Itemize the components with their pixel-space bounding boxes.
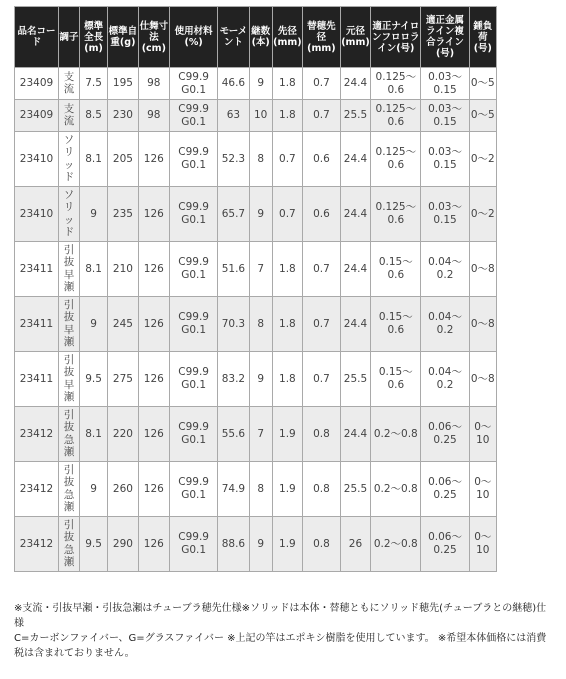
rod-action-label: 引抜急瀬 — [63, 463, 75, 514]
table-cell: 9 — [79, 297, 107, 352]
footnotes — [14, 601, 554, 661]
table-cell — [59, 68, 80, 100]
table-cell: 0〜8 — [469, 242, 496, 297]
table-cell: C99.9 G0.1 — [170, 242, 218, 297]
table-cell: 0.04〜0.2 — [421, 242, 469, 297]
table-cell: 24.4 — [340, 187, 370, 242]
rod-action-label: 引抜早瀬 — [63, 243, 75, 294]
table-cell: 9 — [249, 187, 272, 242]
header-row — [15, 7, 497, 68]
table-cell — [59, 242, 80, 297]
table-cell: 0〜10 — [469, 517, 496, 572]
table-cell: 52.3 — [218, 132, 249, 187]
table-cell: 1.8 — [272, 242, 302, 297]
table-cell: 8 — [249, 462, 272, 517]
table-cell: C99.9 G0.1 — [170, 68, 218, 100]
table-cell: 126 — [138, 132, 169, 187]
table-cell: 0.03〜0.15 — [421, 132, 469, 187]
table-cell: 0.8 — [303, 517, 341, 572]
table-row — [15, 297, 497, 352]
table-cell: 126 — [138, 407, 169, 462]
column-header: 継数(本) — [249, 7, 272, 68]
table-row — [15, 132, 497, 187]
table-cell: 46.6 — [218, 68, 249, 100]
table-cell: 0.7 — [303, 100, 341, 132]
footnote-2: C=カーボンファイバー、G=グラスファイバー ※上記の竿はエポキシ樹脂を使用しています。 ※希望本体価格には消費税は含まれておりません。 — [14, 633, 547, 659]
table-cell: 9.5 — [79, 517, 107, 572]
table-cell: 24.4 — [340, 132, 370, 187]
table-cell: 8 — [249, 132, 272, 187]
table-cell: 0.125〜0.6 — [371, 132, 421, 187]
table-cell: 0〜5 — [469, 68, 496, 100]
table-cell: 0〜5 — [469, 100, 496, 132]
table-cell: 0.8 — [303, 462, 341, 517]
table-cell: 9 — [249, 517, 272, 572]
table-cell: C99.9 G0.1 — [170, 132, 218, 187]
table-cell: 1.8 — [272, 352, 302, 407]
table-cell: 7 — [249, 407, 272, 462]
table-cell: 24.4 — [340, 68, 370, 100]
column-header: 使用材料(%) — [170, 7, 218, 68]
table-cell: 210 — [108, 242, 138, 297]
table-cell: 7.5 — [79, 68, 107, 100]
column-header: モーメント — [218, 7, 249, 68]
table-cell: 23411 — [15, 242, 59, 297]
column-header: 錘負荷(号) — [469, 7, 496, 68]
table-cell: 10 — [249, 100, 272, 132]
table-cell: 0.6 — [303, 132, 341, 187]
column-header: 標準自重(g) — [108, 7, 138, 68]
table-cell: 0.03〜0.15 — [421, 68, 469, 100]
table-cell — [59, 462, 80, 517]
table-cell: 0.06〜0.25 — [421, 407, 469, 462]
column-header: 適正ナイロンフロロライン(号) — [371, 7, 421, 68]
table-cell: 23410 — [15, 187, 59, 242]
rod-action-label: 引抜急瀬 — [63, 408, 75, 459]
column-header: 先径(mm) — [272, 7, 302, 68]
table-cell: 25.5 — [340, 100, 370, 132]
table-cell: 0.2〜0.8 — [371, 462, 421, 517]
table-row — [15, 407, 497, 462]
table-cell: 0.7 — [303, 242, 341, 297]
table-cell: 0.15〜0.6 — [371, 242, 421, 297]
rod-action-label: 引抜早瀬 — [63, 298, 75, 349]
table-cell: 0.8 — [303, 407, 341, 462]
table-cell: 23412 — [15, 517, 59, 572]
table-cell: 23411 — [15, 352, 59, 407]
table-cell: 0.15〜0.6 — [371, 352, 421, 407]
column-header: 適正金属ライン複合ライン(号) — [421, 7, 469, 68]
table-cell: 260 — [108, 462, 138, 517]
table-cell: 1.8 — [272, 297, 302, 352]
table-cell: 0.2〜0.8 — [371, 517, 421, 572]
table-cell: C99.9 G0.1 — [170, 352, 218, 407]
table-cell: 24.4 — [340, 242, 370, 297]
table-cell: 275 — [108, 352, 138, 407]
table-cell: 0.125〜0.6 — [371, 187, 421, 242]
table-row — [15, 352, 497, 407]
table-row — [15, 242, 497, 297]
rod-action-label: 支流 — [63, 70, 75, 96]
column-header: 元径(mm) — [340, 7, 370, 68]
column-header: 替穂先径(mm) — [303, 7, 341, 68]
table-cell: 9 — [249, 352, 272, 407]
table-cell: 0.7 — [272, 187, 302, 242]
table-cell: 230 — [108, 100, 138, 132]
table-cell — [59, 517, 80, 572]
table-cell: 98 — [138, 100, 169, 132]
table-cell: 0〜10 — [469, 462, 496, 517]
table-cell: 220 — [108, 407, 138, 462]
table-cell: 25.5 — [340, 352, 370, 407]
table-cell: 8.1 — [79, 242, 107, 297]
table-cell: 0.125〜0.6 — [371, 68, 421, 100]
table-cell: 0.125〜0.6 — [371, 100, 421, 132]
table-cell: 126 — [138, 352, 169, 407]
table-cell: 1.9 — [272, 517, 302, 572]
table-cell: 0.06〜0.25 — [421, 462, 469, 517]
table-cell — [59, 100, 80, 132]
table-cell: 0〜2 — [469, 187, 496, 242]
table-cell: 245 — [108, 297, 138, 352]
table-cell: 126 — [138, 297, 169, 352]
table-cell: 23412 — [15, 407, 59, 462]
table-cell: C99.9 G0.1 — [170, 462, 218, 517]
column-header: 品名コード — [15, 7, 59, 68]
table-cell: 0〜8 — [469, 352, 496, 407]
rod-action-label: 支流 — [63, 102, 75, 128]
table-cell: 51.6 — [218, 242, 249, 297]
table-cell — [59, 407, 80, 462]
table-cell: 0.7 — [303, 297, 341, 352]
table-cell: 24.4 — [340, 407, 370, 462]
table-cell: 8.1 — [79, 407, 107, 462]
table-cell — [59, 352, 80, 407]
table-cell: 0〜2 — [469, 132, 496, 187]
table-cell: 126 — [138, 517, 169, 572]
table-cell: 195 — [108, 68, 138, 100]
table-cell: 0〜10 — [469, 407, 496, 462]
table-cell: C99.9 G0.1 — [170, 100, 218, 132]
table-cell: 23409 — [15, 68, 59, 100]
table-cell: 8.1 — [79, 132, 107, 187]
table-cell: 0.03〜0.15 — [421, 187, 469, 242]
table-cell: 0.06〜0.25 — [421, 517, 469, 572]
column-header: 標準全長(m) — [79, 7, 107, 68]
table-cell: 23412 — [15, 462, 59, 517]
table-cell: 290 — [108, 517, 138, 572]
table-cell: 1.8 — [272, 100, 302, 132]
table-cell: 23410 — [15, 132, 59, 187]
table-cell: C99.9 G0.1 — [170, 297, 218, 352]
table-cell: 0.7 — [303, 68, 341, 100]
table-cell: 235 — [108, 187, 138, 242]
table-cell: 98 — [138, 68, 169, 100]
table-cell: 70.3 — [218, 297, 249, 352]
table-cell: 0.7 — [303, 352, 341, 407]
table-cell: 8 — [249, 297, 272, 352]
table-cell: 1.8 — [272, 68, 302, 100]
table-cell: 74.9 — [218, 462, 249, 517]
table-cell: C99.9 G0.1 — [170, 517, 218, 572]
table-row — [15, 100, 497, 132]
rod-action-label: ソリッド — [63, 133, 75, 184]
table-cell: 0.7 — [272, 132, 302, 187]
table-row — [15, 187, 497, 242]
rod-action-label: 引抜急瀬 — [63, 518, 75, 569]
table-cell: 9 — [249, 68, 272, 100]
rod-action-label: ソリッド — [63, 188, 75, 239]
table-cell: 9.5 — [79, 352, 107, 407]
table-cell: 9 — [79, 462, 107, 517]
table-cell: 126 — [138, 187, 169, 242]
rod-action-label: 引抜早瀬 — [63, 353, 75, 404]
table-cell: 205 — [108, 132, 138, 187]
column-header: 仕舞寸法(cm) — [138, 7, 169, 68]
table-cell: 88.6 — [218, 517, 249, 572]
footnote-1: ※支流・引抜早瀬・引抜急瀬はチューブラ穂先仕様※ソリッドは本体・替穂ともにソリッド穂先(チューブラとの継穂)仕様 — [14, 603, 547, 629]
table-cell: 0.03〜0.15 — [421, 100, 469, 132]
column-header: 調子 — [59, 7, 80, 68]
table-cell: 9 — [79, 187, 107, 242]
table-body — [15, 68, 497, 572]
table-cell: 1.9 — [272, 462, 302, 517]
table-cell: 24.4 — [340, 297, 370, 352]
table-cell: 55.6 — [218, 407, 249, 462]
table-cell: C99.9 G0.1 — [170, 187, 218, 242]
table-cell: 7 — [249, 242, 272, 297]
table-cell: 0.15〜0.6 — [371, 297, 421, 352]
table-cell: 63 — [218, 100, 249, 132]
table-cell: 0.04〜0.2 — [421, 352, 469, 407]
table-cell: 1.9 — [272, 407, 302, 462]
table-cell: 23411 — [15, 297, 59, 352]
table-cell: 0.6 — [303, 187, 341, 242]
table-cell — [59, 187, 80, 242]
table-cell: 0.2〜0.8 — [371, 407, 421, 462]
table-cell: 25.5 — [340, 462, 370, 517]
table-cell: 83.2 — [218, 352, 249, 407]
table-row — [15, 462, 497, 517]
table-cell: 126 — [138, 462, 169, 517]
spec-table — [14, 6, 497, 572]
table-cell: 23409 — [15, 100, 59, 132]
table-cell: 0.04〜0.2 — [421, 297, 469, 352]
table-row — [15, 68, 497, 100]
table-cell — [59, 297, 80, 352]
table-cell: 0〜8 — [469, 297, 496, 352]
table-cell: 8.5 — [79, 100, 107, 132]
table-cell: 126 — [138, 242, 169, 297]
table-cell: 65.7 — [218, 187, 249, 242]
spec-table-container — [14, 6, 497, 572]
table-cell: 26 — [340, 517, 370, 572]
table-row — [15, 517, 497, 572]
table-cell — [59, 132, 80, 187]
table-cell: C99.9 G0.1 — [170, 407, 218, 462]
